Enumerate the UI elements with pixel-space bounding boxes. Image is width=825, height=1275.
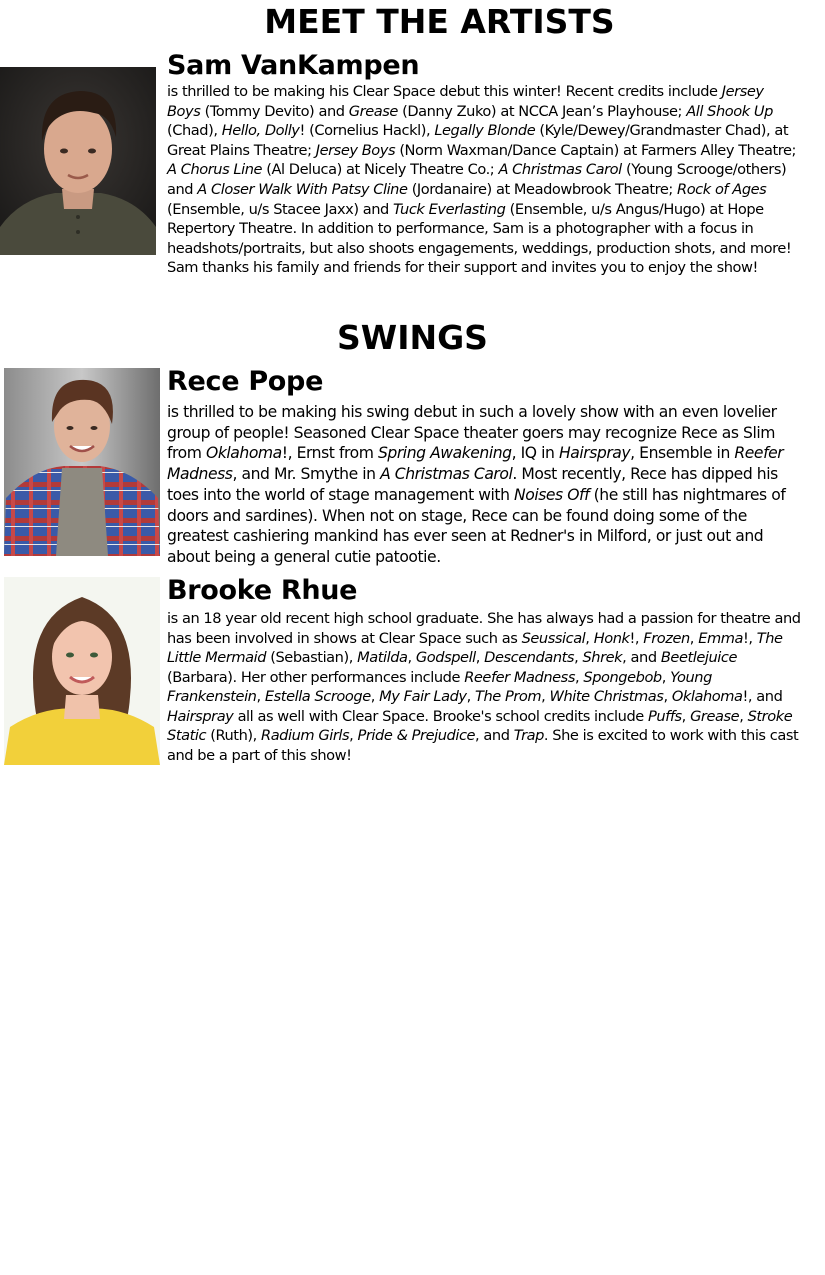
title-italic: Oklahoma (206, 444, 282, 463)
title-italic: My Fair Lady (379, 688, 467, 705)
title-italic: Descendants (484, 649, 575, 666)
bio-text: (Jordanaire) at Meadowbrook Theatre; (407, 180, 678, 198)
title-italic: Honk (593, 629, 630, 647)
title-italic: Matilda (357, 649, 408, 666)
bio-text: , (466, 688, 475, 705)
bio-text: is thrilled to be making his Clear Space debut this winter! Recent credits include (167, 83, 722, 100)
bio-text: , (256, 688, 265, 705)
bio-text: is thrilled to be making his swing debut in such a lovely show with an even lovelier group of people! Seasoned Clear Space theater goers may recognize Rece as Slim from (167, 403, 777, 463)
title-italic: The Prom (475, 688, 542, 705)
bio-text: , (349, 727, 358, 744)
bio-text: , IQ in (511, 444, 559, 463)
title-italic: Beetlejuice (660, 649, 737, 666)
title-italic: Noises Off (514, 485, 590, 504)
bio-text: (Sebastian), (266, 649, 358, 666)
bio-text: (Young Scrooge/others) and (167, 161, 787, 198)
title-italic: Hairspray (167, 707, 234, 725)
title-italic: White Christmas (549, 688, 664, 705)
bio-text: , (661, 668, 671, 686)
bio-text: (he still has nightmares of doors and sardines). When not on stage, Rece can be found doing some of the greatest cashiering mankind has ever seen at Redner's in Milford, or just out and about being a general cutie patootie. (167, 485, 786, 566)
title-italic: Hairspray (558, 444, 631, 463)
bio-text: !, (629, 629, 644, 647)
title-italic: Young Frankenstein (167, 668, 712, 705)
bio-text: , (574, 649, 583, 666)
title-italic: Frozen (643, 629, 690, 647)
sam-vankampen-name: Sam VanKampen (167, 50, 420, 81)
title-italic: A Christmas Carol (498, 161, 622, 179)
title-italic: Estella Scrooge (264, 688, 371, 705)
bio-text: (Danny Zuko) at NCCA Jean’s Playhouse; (397, 102, 687, 120)
bio-text: . She is excited to work with this cast and be a part of this show! (167, 727, 799, 764)
bio-text: (Chad), (167, 122, 222, 140)
bio-text: !, and (742, 688, 783, 705)
rece-pope-headshot (4, 368, 160, 556)
sam-vankampen-photo-illustration (0, 67, 156, 255)
title-italic: A Closer Walk With Patsy Cline (197, 180, 408, 198)
title-italic: Shrek (582, 649, 623, 666)
bio-text: !, Ernst from (281, 444, 378, 463)
rece-pope-name: Rece Pope (167, 366, 324, 397)
title-italic: A Chorus Line (167, 161, 263, 179)
bio-text: , (575, 668, 584, 686)
title-italic: Hello, Dolly (221, 122, 300, 140)
bio-text: (Kyle/Dewey/Grandmaster Chad), at Great Plains Theatre; (167, 122, 789, 159)
meet-the-artists-heading: MEET THE ARTISTS (264, 2, 615, 41)
rece-pope-photo-illustration (4, 368, 160, 556)
bio-text: , Ensemble in (630, 444, 735, 463)
bio-text: is an 18 year old recent high school graduate. She has always had a passion for theatre and has been involved in shows at Clear Space such as (167, 610, 801, 647)
title-italic: Spring Awakening (377, 444, 512, 463)
bio-text: , (370, 688, 380, 705)
title-italic: Grease (348, 102, 398, 120)
title-italic: Seussical (521, 629, 586, 647)
title-italic: Reefer Madness (167, 444, 784, 484)
sam-vankampen-headshot (0, 67, 156, 255)
bio-text: (Ensemble, u/s Stacee Jaxx) and (167, 200, 394, 218)
swings-heading: SWINGS (337, 318, 488, 357)
title-italic: Jersey Boys (167, 83, 764, 120)
bio-text: , (689, 629, 699, 647)
title-italic: Reefer Madness (464, 668, 575, 686)
title-italic: Stroke Static (167, 707, 793, 744)
bio-text: , and Mr. Smythe in (232, 465, 381, 484)
bio-text: (Ensemble, u/s Angus/Hugo) at Hope Repertory Theatre. In addition to performance, Sam is a photographer with a focus in headshots/portraits, but also shoots engagements, weddings, production shots, and more! Sam thanks his family and friends for their support and invites you to enjoy the show! (167, 200, 792, 277)
bio-text: all as well with Clear Space. Brooke's school credits include (233, 707, 648, 725)
title-italic: Jersey Boys (315, 141, 396, 159)
bio-text: , (541, 688, 550, 705)
brooke-rhue-name: Brooke Rhue (167, 575, 358, 606)
bio-text: (Ruth), (206, 727, 261, 744)
bio-text: (Tommy Devito) and (200, 102, 349, 120)
title-italic: Godspell (415, 649, 476, 666)
bio-text: , and (475, 727, 514, 744)
brooke-rhue-headshot (4, 577, 160, 765)
bio-text: , (475, 649, 485, 666)
bio-text: , (681, 707, 691, 725)
title-italic: Spongebob (583, 668, 662, 686)
brooke-rhue-photo-illustration (4, 577, 160, 765)
title-italic: Pride & Prejudice (357, 727, 476, 744)
bio-text: , and (622, 649, 661, 666)
brooke-rhue-bio (167, 609, 807, 765)
title-italic: Rock of Ages (677, 180, 767, 198)
bio-text: , (739, 707, 748, 725)
title-italic: Grease (690, 707, 740, 725)
title-italic: Puffs (647, 707, 682, 725)
title-italic: Emma (698, 629, 743, 647)
bio-text: . Most recently, Rece has dipped his toes into the world of stage management with (167, 465, 778, 504)
sam-vankampen-bio (167, 82, 801, 278)
rece-pope-bio (167, 402, 807, 568)
bio-text: , (585, 629, 594, 647)
bio-text: ! (Cornelius Hackl), (299, 122, 435, 140)
title-italic: Oklahoma (671, 688, 743, 705)
bio-text: (Norm Waxman/Dance Captain) at Farmers Alley Theatre; (395, 141, 796, 159)
title-italic: Radium Girls (261, 727, 350, 744)
bio-text: , (663, 688, 672, 705)
title-italic: The Little Mermaid (167, 629, 783, 666)
bio-text: (Barbara). Her other performances include (167, 668, 465, 686)
title-italic: Legally Blonde (434, 122, 536, 140)
bio-text: , (407, 649, 416, 666)
bio-text: !, (742, 629, 757, 647)
title-italic: Tuck Everlasting (393, 200, 506, 218)
title-italic: A Christmas Carol (380, 465, 513, 484)
title-italic: All Shook Up (686, 102, 773, 120)
bio-text: (Al Deluca) at Nicely Theatre Co.; (262, 161, 499, 179)
title-italic: Trap (513, 727, 544, 744)
